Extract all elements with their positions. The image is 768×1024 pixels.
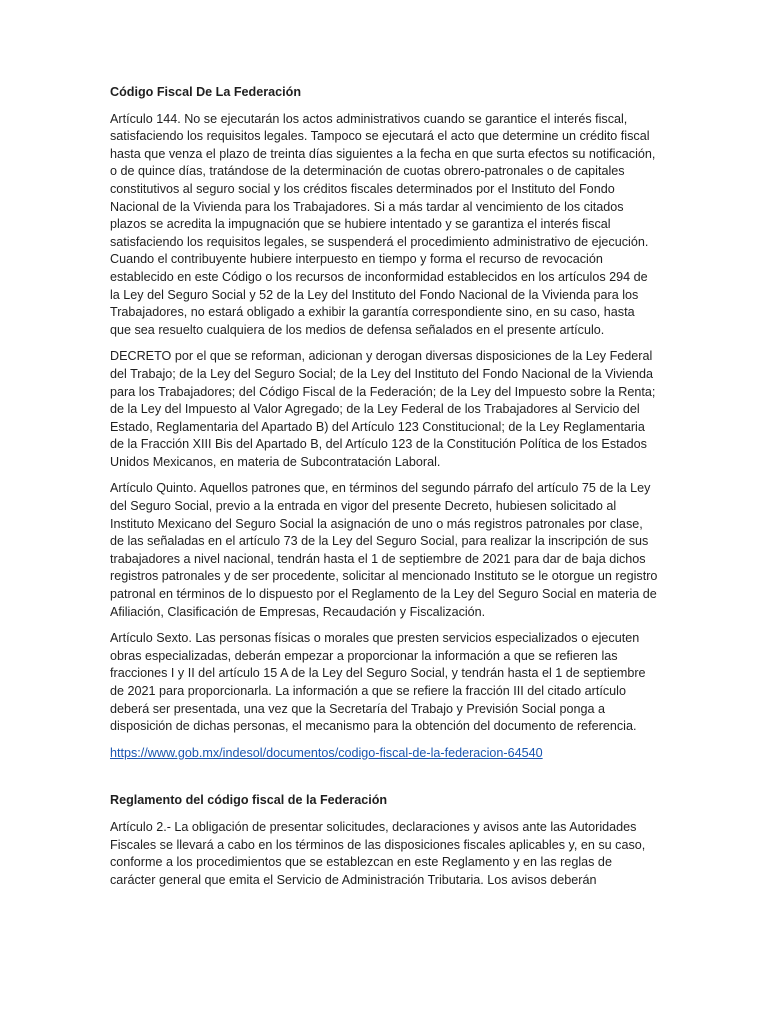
document-page [110, 84, 658, 898]
section-title-codigo-fiscal: Código Fiscal De La Federación [110, 85, 302, 99]
paragraph-articulo-144: Artículo 144. No se ejecutarán los actos administrativos cuando se garantice el interés fiscal, satisfaciendo los requisitos legales. Tampoco se ejecutará el acto que determine un crédito fiscal hasta que venza el plazo de treinta días siguientes a la fecha en que surta efectos su notificación, o de quince días, tratándose de la determinación de cuotas obrero-patronales o de capitales constitutivos al seguro social y los créditos fiscales determinados por el Instituto del Fondo Nacional de la Vivienda para los Trabajadores. Si a más tardar al vencimiento de los citados plazos se acredita la impugnación que se hubiere intentado y se garantiza el interés fiscal satisfaciendo los requisitos legales, se suspenderá el procedimiento administrativo de ejecución. Cuando el contribuyente hubiere interpuesto en tiempo y forma el recurso de revocación establecido en este Código o los recursos de inconformidad establecidos en los artículos 294 de la Ley del Seguro Social y 52 de la Ley del Instituto del Fondo Nacional de la Vivienda para los Trabajadores, no estará obligado a exhibir la garantía correspondiente sino, en su caso, hasta que sea resuelto cualquiera de los medios de defensa señalados en el presente artículo. [110, 111, 656, 337]
paragraph-decreto: DECRETO por el que se reforman, adicionan y derogan diversas disposiciones de la Ley Federal del Trabajo; de la Ley del Seguro Social; de la Ley del Instituto del Fondo Nacional de la Vivienda para los Trabajadores; del Código Fiscal de la Federación; de la Ley del Impuesto sobre la Renta; de la Ley del Impuesto al Valor Agregado; de la Ley Federal de los Trabajadores al Servicio del Estado, Reglamentaria del Apartado B) del Artículo 123 Constitucional; de la Ley Reglamentaria de la Fracción XIII Bis del Apartado B, del Artículo 123 de la Constitución Política de los Estados Unidos Mexicanos, en materia de Subcontratación Laboral. [110, 349, 656, 469]
source-link[interactable]: https://www.gob.mx/indesol/documentos/codigo-fiscal-de-la-federacion-64540 [110, 745, 543, 760]
section-title-reglamento: Reglamento del código fiscal de la Federación [110, 793, 388, 808]
paragraph-articulo-sexto: Artículo Sexto. Las personas físicas o morales que presten servicios especializados o ejecuten obras especializadas, deberán empezar a proporcionar la información a que se refieren las fracciones I y II del artículo 15 A de la Ley del Seguro Social, y tendrán hasta el 1 de septiembre de 2021 para proporcionarla. La información a que se refiere la fracción III del citado artículo deberá ser presentada, una vez que la Secretaría del Trabajo y Previsión Social ponga a disposición de dichas personas, el mecanismo para la obtención del documento de referencia. [110, 631, 646, 734]
paragraph-articulo-2: Artículo 2.- La obligación de presentar solicitudes, declaraciones y avisos ante las Autoridades Fiscales se llevará a cabo en los términos de las disposiciones fiscales aplicables y, en su caso, conforme a los procedimientos que se establezcan en este Reglamento y en las reglas de carácter general que emita el Servicio de Administración Tributaria. Los avisos deberán [110, 819, 646, 887]
paragraph-articulo-quinto: Artículo Quinto. Aquellos patrones que, en términos del segundo párrafo del artículo 75 de la Ley del Seguro Social, previo a la entrada en vigor del presente Decreto, hubiesen solicitado al Instituto Mexicano del Seguro Social la asignación de uno o más registros patronales por clase, de las señaladas en el artículo 73 de la Ley del Seguro Social, para realizar la inscripción de sus trabajadores a nivel nacional, tendrán hasta el 1 de septiembre de 2021 para dar de baja dichos registros patronales y de ser procedente, solicitar al mencionado Instituto se le otorgue un registro patronal en términos de lo dispuesto por el Reglamento de la Ley del Seguro Social en materia de Afiliación, Clasificación de Empresas, Recaudación y Fiscalización. [110, 481, 658, 619]
